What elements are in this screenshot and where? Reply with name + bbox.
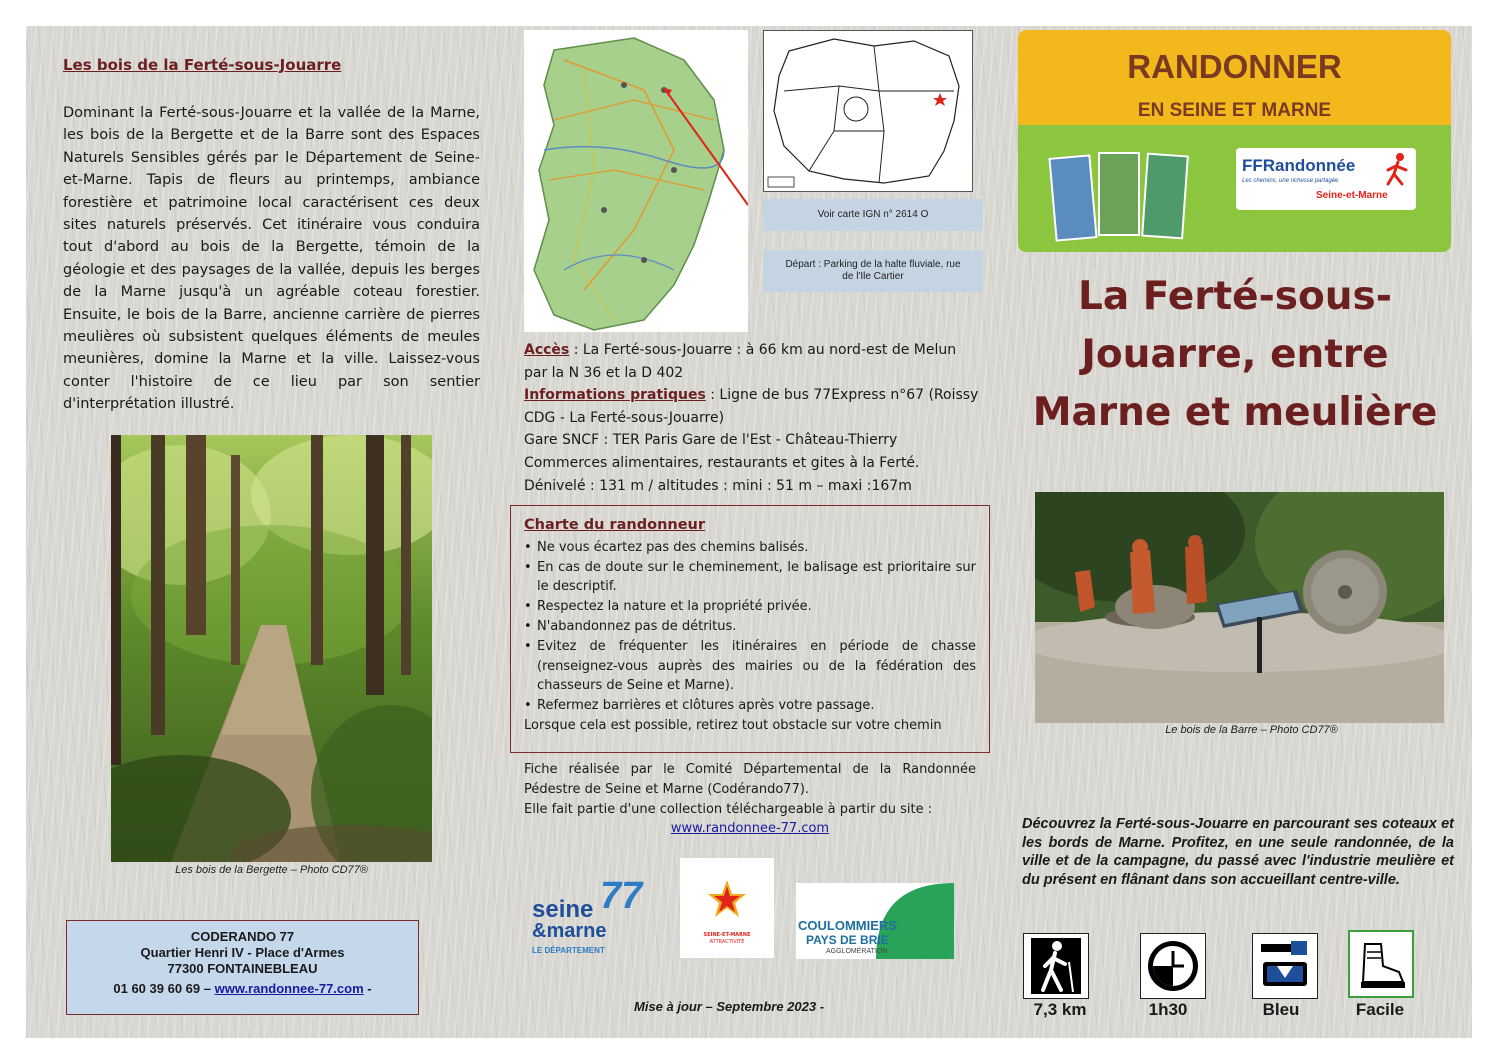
seine-et-marne-logo bbox=[530, 876, 655, 960]
banner-title: RANDONNER bbox=[1127, 48, 1342, 85]
barre-sculpture-photo bbox=[1035, 492, 1444, 723]
list-item: • En cas de doute sur le cheminement, le balisage est prioritaire sur le descriptif. bbox=[524, 558, 976, 598]
charte-box bbox=[510, 505, 990, 753]
list-item: • N'abandonnez pas de détritus. bbox=[524, 617, 976, 637]
attractivite-text-1: SEINE-ET-MARNE bbox=[703, 932, 751, 938]
shops-info: Commerces alimentaires, restaurants et gites à la Ferté. bbox=[524, 454, 920, 471]
section-title: Les bois de la Ferté-sous-Jouarre bbox=[63, 56, 342, 74]
difficulty-value: Facile bbox=[1355, 1000, 1405, 1019]
train-info: Gare SNCF : TER Paris Gare de l'Est - Château-Thierry bbox=[524, 432, 898, 449]
contact-box bbox=[66, 920, 419, 1015]
clock-icon bbox=[1146, 939, 1200, 993]
attractivite-logo bbox=[680, 858, 774, 958]
logo-seine: seine bbox=[532, 896, 594, 923]
coulommiers-logo bbox=[796, 883, 954, 959]
coulommiers-name: COULOMMIERS bbox=[798, 918, 897, 933]
hiker-icon bbox=[1031, 938, 1081, 994]
ile-de-france-locator-map bbox=[763, 30, 973, 192]
ffrandonnee-logo bbox=[1236, 148, 1416, 210]
bergette-forest-photo bbox=[111, 435, 432, 862]
list-item: • Respectez la nature et la propriété privée. bbox=[524, 597, 976, 617]
duration-value: 1h30 bbox=[1148, 1000, 1188, 1019]
contact-website-link[interactable]: www.randonnee-77.com bbox=[214, 981, 364, 996]
fiche-text: Fiche réalisée par le Comité Départemental de la Randonnée Pédestre de Seine et Marne (Codérando77). bbox=[524, 762, 976, 797]
list-item: • Ne vous écartez pas des chemins balisés. bbox=[524, 538, 976, 558]
ff-brand: FFRandonnée bbox=[1242, 156, 1356, 175]
duration-picto bbox=[1140, 933, 1206, 999]
ff-tagline: Les chemins, une richesse partagée bbox=[1242, 178, 1339, 184]
attractivite-text-2: ATTRACTIVITÉ bbox=[709, 939, 745, 945]
acces-paragraph bbox=[524, 339, 979, 384]
infos-text: : Ligne de bus 77Express n°67 (Roissy CDG - La Ferté-sous-Jouarre) bbox=[524, 387, 979, 426]
fiche-text-2: Elle fait partie d'une collection téléchargeable à partir du site : bbox=[524, 801, 933, 817]
charte-footer: Lorsque cela est possible, retirez tout obstacle sur votre chemin bbox=[524, 717, 942, 733]
list-item: • Evitez de fréquenter les itinéraires en période de chasse (renseignez-vous auprès des mairies ou de la fédération des chasseurs de Seine et Marne). bbox=[524, 637, 976, 696]
intro-text: Dominant la Ferté-sous-Jouarre et la vallée de la Marne, les bois de la Bergette et de la Barre sont des Espaces Naturels Sensibles gérés par le Département de Seine-et-Marne. Tapis de fleurs au printemps, ambiance forestière et patrimoine local caractérisent ces deux sites naturels préservés. Cet itinéraire vous conduira tout d'abord au bois de la Bergette, témoin de la géologie et des paysages de la vallée, depuis les berges de la Marne jusqu'à un agréable coteau forestier. Ensuite, le bois de la Barre, ancienne carrière de pierres meulières où subsistent quelques éléments de meules meunières, domine la Marne et la ville. Laissez-vous conter l'histoire de ce lieu par son sentier d'interprétation illustré. bbox=[63, 105, 480, 413]
topo-guide-1 bbox=[1048, 154, 1097, 241]
coulommiers-subtitle: PAYS DE BRIE bbox=[806, 933, 889, 947]
distance-value: 7,3 km bbox=[1033, 1000, 1087, 1019]
logo-77: 77 bbox=[600, 875, 643, 917]
list-item: • Refermez barrières et clôtures après votre passage. bbox=[524, 696, 976, 716]
contact-phone: 01 60 39 60 69 – bbox=[113, 981, 211, 996]
fiche-website-link[interactable]: www.randonnee-77.com bbox=[670, 821, 830, 837]
paint-brush-icon bbox=[1257, 938, 1313, 994]
route-description: Découvrez la Ferté-sous-Jouarre en parcourant ses coteaux et les bords de Marne. Profitez, en une seule randonnée, de la ville et de la campagne, du passé avec l'industrie meulière et du présent en flânant dans son accueillant centre-ville. bbox=[1022, 816, 1454, 888]
contact-org: CODERANDO 77 bbox=[190, 929, 295, 944]
fiche-info bbox=[524, 760, 976, 839]
contact-address-1: Quartier Henri IV - Place d'Armes bbox=[140, 945, 345, 960]
distance-picto bbox=[1023, 933, 1089, 999]
star-icon bbox=[680, 858, 774, 928]
page-title: La Ferté-sous-Jouarre, entre Marne et meulière bbox=[1032, 274, 1438, 435]
marking-value: Bleu bbox=[1262, 1000, 1300, 1019]
logo-marne: &marne bbox=[532, 920, 607, 942]
infos-paragraph bbox=[524, 384, 979, 429]
contact-address-2: 77300 FONTAINEBLEAU bbox=[167, 961, 318, 976]
elevation-info: Dénivelé : 131 m / altitudes : mini : 51 m – maxi :167m bbox=[524, 477, 912, 494]
topo-guide-2 bbox=[1098, 152, 1140, 236]
hiker-logo-icon bbox=[1384, 152, 1412, 186]
ign-map-note: Voir carte IGN n° 2614 O bbox=[763, 199, 983, 231]
boot-icon bbox=[1353, 936, 1409, 992]
bergette-photo-caption: Les bois de la Bergette – Photo CD77® bbox=[175, 864, 368, 876]
contact-trail: - bbox=[367, 981, 372, 996]
update-date: Mise à jour – Septembre 2023 - bbox=[634, 999, 825, 1014]
logo-departement: LE DÉPARTEMENT bbox=[532, 946, 605, 955]
barre-photo-caption: Le bois de la Barre – Photo CD77® bbox=[1165, 724, 1338, 736]
infos-label: Informations pratiques bbox=[524, 387, 706, 404]
charte-title: Charte du randonneur bbox=[524, 517, 706, 533]
contact-line bbox=[67, 981, 418, 997]
practical-info bbox=[524, 339, 979, 497]
acces-label: Accès bbox=[524, 342, 570, 358]
department-route-map bbox=[524, 30, 748, 332]
randonner-banner bbox=[1018, 30, 1451, 252]
topo-guide-3 bbox=[1141, 153, 1189, 240]
charte-list bbox=[524, 538, 976, 716]
acces-text: : La Ferté-sous-Jouarre : à 66 km au nord-est de Melun par la N 36 et la D 402 bbox=[524, 342, 957, 381]
difficulty-picto bbox=[1348, 930, 1414, 998]
marking-picto bbox=[1252, 933, 1318, 999]
ff-region: Seine-et-Marne bbox=[1316, 190, 1388, 201]
depart-note: Départ : Parking de la halte fluviale, rue de l'Ile Cartier bbox=[763, 250, 983, 292]
coulommiers-agglo: AGGLOMÉRATION bbox=[826, 948, 888, 955]
banner-subtitle: EN SEINE ET MARNE bbox=[1137, 100, 1332, 121]
